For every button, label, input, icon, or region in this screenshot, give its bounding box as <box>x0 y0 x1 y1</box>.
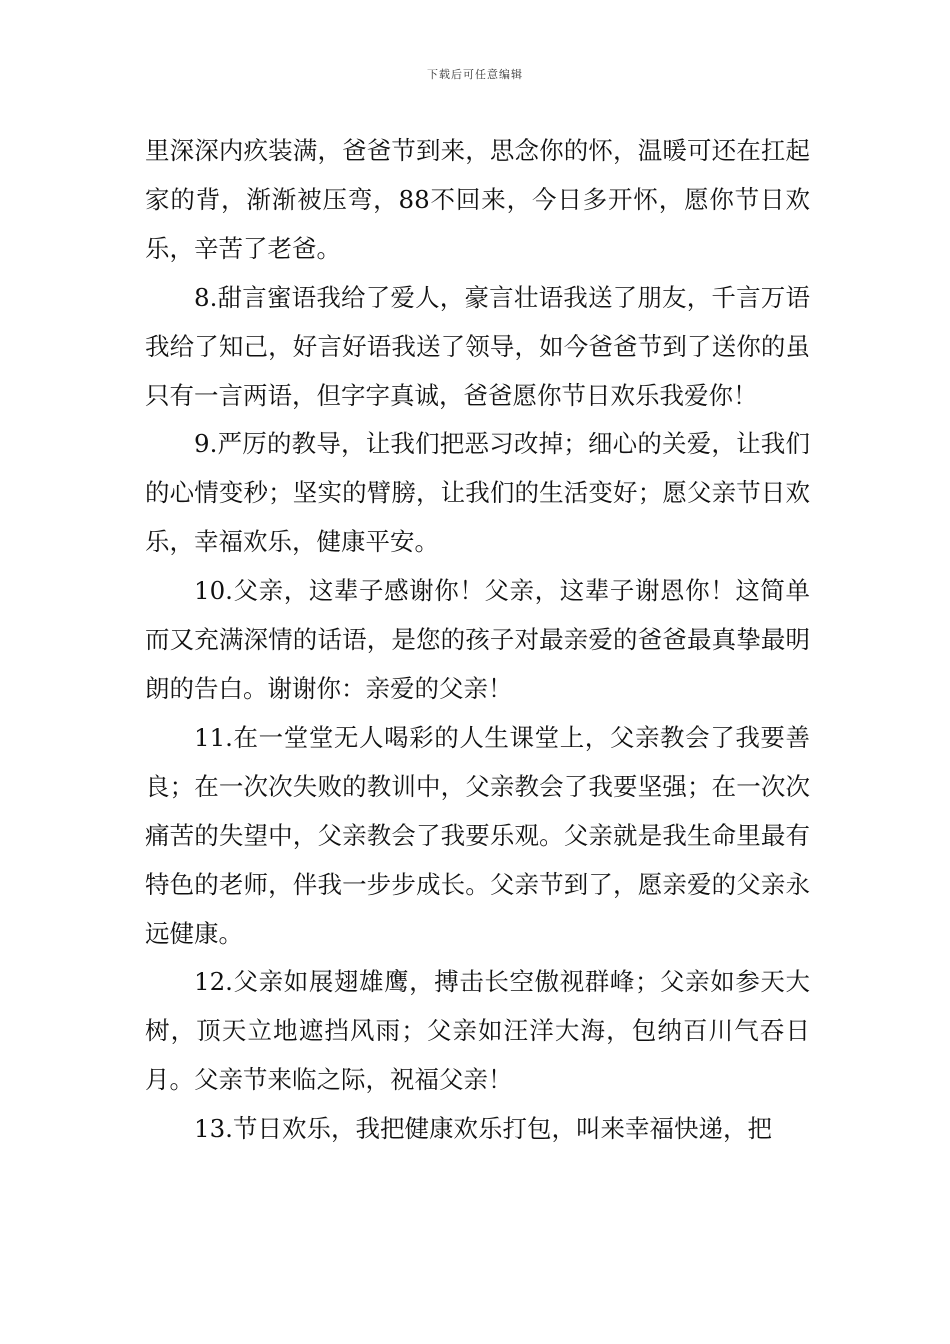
paragraph-9: 9.严厉的教导，让我们把恶习改掉；细心的关爱，让我们的心情变秒；坚实的臂膀，让我们的生活变好；愿父亲节日欢乐，幸福欢乐，健康平安。 <box>145 429 810 557</box>
page-header-note: 下载后可任意编辑 <box>427 68 523 81</box>
paragraph-10: 10.父亲，这辈子感谢你！父亲，这辈子谢恩你！这简单而又充满深情的话语，是您的孩子对最亲爱的爸爸最真挚最明朗的告白。谢谢你：亲爱的父亲！ <box>145 576 810 703</box>
paragraph-13: 13.节日欢乐，我把健康欢乐打包，叫来幸福快递，把 <box>194 1114 772 1144</box>
paragraph-11: 11.在一堂堂无人喝彩的人生课堂上，父亲教会了我要善良；在一次次失败的教训中，父亲教会了我要坚强；在一次次痛苦的失望中，父亲教会了我要乐观。父亲就是我生命里最有特色的老师，伴我一步步成长。父亲节到了，愿亲爱的父亲永远健康。 <box>145 722 810 948</box>
document-body <box>145 127 810 1154</box>
paragraph-8: 8.甜言蜜语我给了爱人，豪言壮语我送了朋友，千言万语我给了知己，好言好语我送了领导，如今爸爸节到了送你的虽只有一言两语，但字字真诚，爸爸愿你节日欢乐我爱你！ <box>145 282 810 410</box>
paragraph-12: 12.父亲如展翅雄鹰，搏击长空傲视群峰；父亲如参天大树，顶天立地遮挡风雨；父亲如汪洋大海，包纳百川气吞日月。父亲节来临之际，祝福父亲！ <box>145 967 810 1095</box>
paragraph-continued: 里深深内疚装满，爸爸节到来，思念你的怀，温暖可还在扛起家的背，渐渐被压弯，88不回来，今日多开怀，愿你节日欢乐，辛苦了老爸。 <box>145 136 810 263</box>
